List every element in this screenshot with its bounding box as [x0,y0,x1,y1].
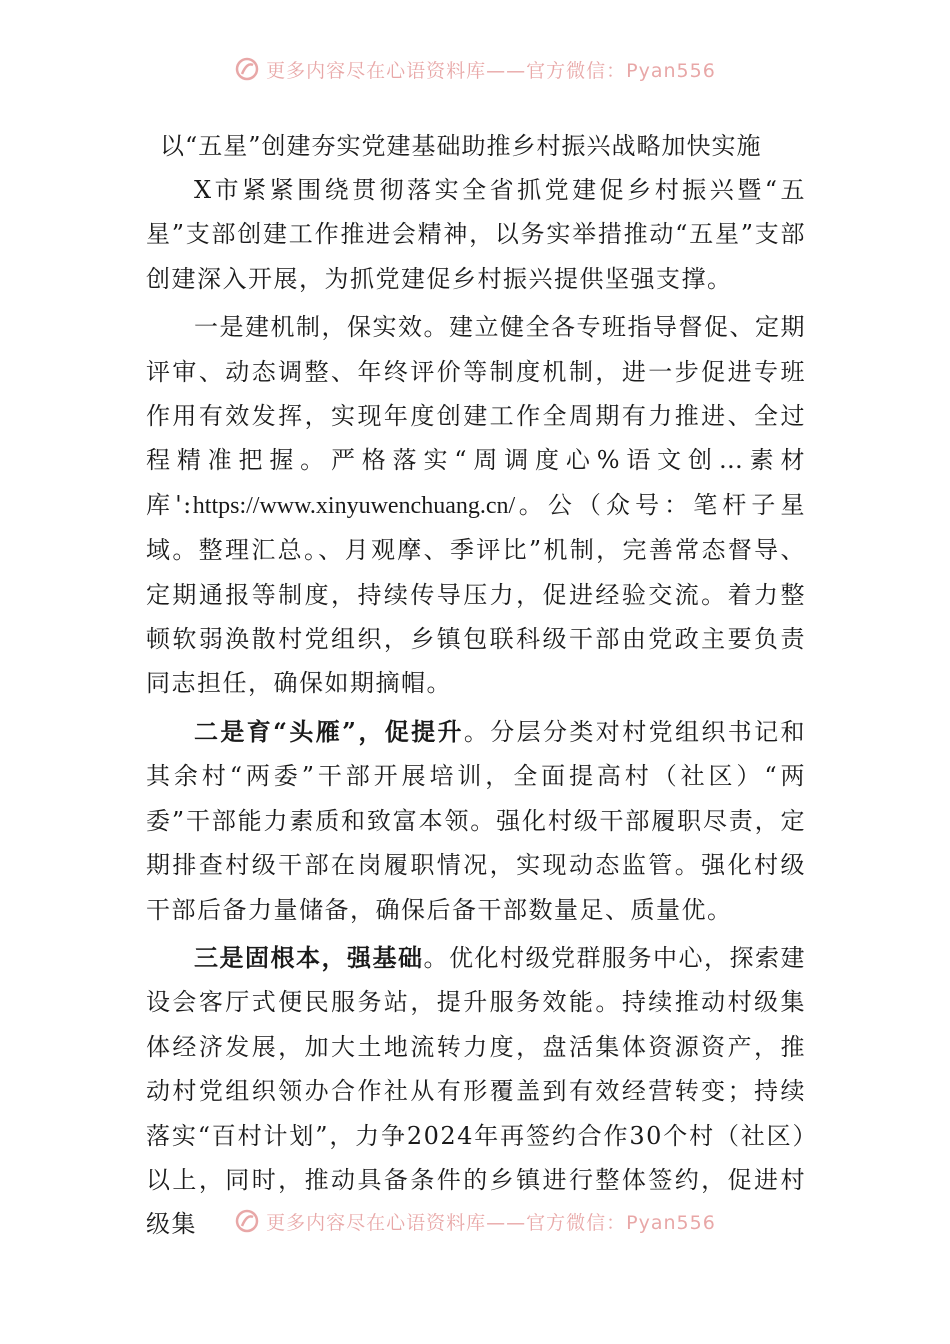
paragraph-text: 。分层分类对村党组织书记和其余村“两委”干部开展培训，全面提高村（社区）“两委”干部能力素质和致富本领。强化村级干部履职尽责，定期排查村级干部在岗履职情况，实现动态监管。强化村级干部后备力量储备，确保后备干部数量足、质量优。 [146,717,807,924]
watermark-footer [0,1204,950,1238]
source-url: https://www.xinyuwenchuang.cn/ [192,492,516,519]
paragraph-leaders [146,710,806,932]
watermark-text: 更多内容尽在心语资料库——官方微信：Pyan556 [266,1211,716,1234]
intro-paragraph: X市紧紧围绕贯彻落实全省抓党建促乡村振兴暨“五星”支部创建工作推进会精神，以务实举措推动“五星”支部创建深入开展，为抓党建促乡村振兴提供坚强支撑。 [146,176,806,293]
logo-icon [234,56,260,82]
watermark-header [0,52,950,86]
document-title: 以“五星”创建夯实党建基础助推乡村振兴战略加快实施 [160,132,762,160]
document-body [146,124,806,1247]
paragraph-text: 。优化村级党群服务中心，探索建设会客厅式便民服务站，提升服务效能。持续推动村级集体经济发展，加大土地流转力度，盘活集体资源资产，推动村党组织领办合作社从有形覆盖到有效经营转变；持续落实“百村计划”，力争2024年再签约合作30个村（社区）以上，同时，推动具备条件的乡镇进行整体签约，促进村级集 [146,943,806,1239]
paragraph-mechanism [146,305,806,706]
paragraph-text: 。建立健全各专班指导督促、定期评审、动态调整、年终评价等制度机制，进一步促进专班作用有效发挥，实现年度创建工作全周期有力推进、全过程精准把握。严格落实“周调度心%语文创…素材库': [146,313,806,519]
paragraph-text: 。公（众号：笔杆子星域。整理汇总。、月观摩、季评比”机制，完善常态督导、定期通报等制度，持续传导压力，促进经验交流。着力整顿软弱涣散村党组织，乡镇包联科级干部由党政主要负责同志担任，确保如期摘帽。 [146,490,807,698]
paragraph-lead: 二是育“头雁”，促提升 [194,716,464,746]
paragraph-foundation [146,936,806,1247]
logo-icon [234,1208,260,1234]
paragraph-lead: 一是建机制，保实效 [194,313,424,342]
paragraph-lead: 三是固根本，强基础 [194,942,424,972]
watermark-text: 更多内容尽在心语资料库——官方微信：Pyan556 [266,59,716,82]
